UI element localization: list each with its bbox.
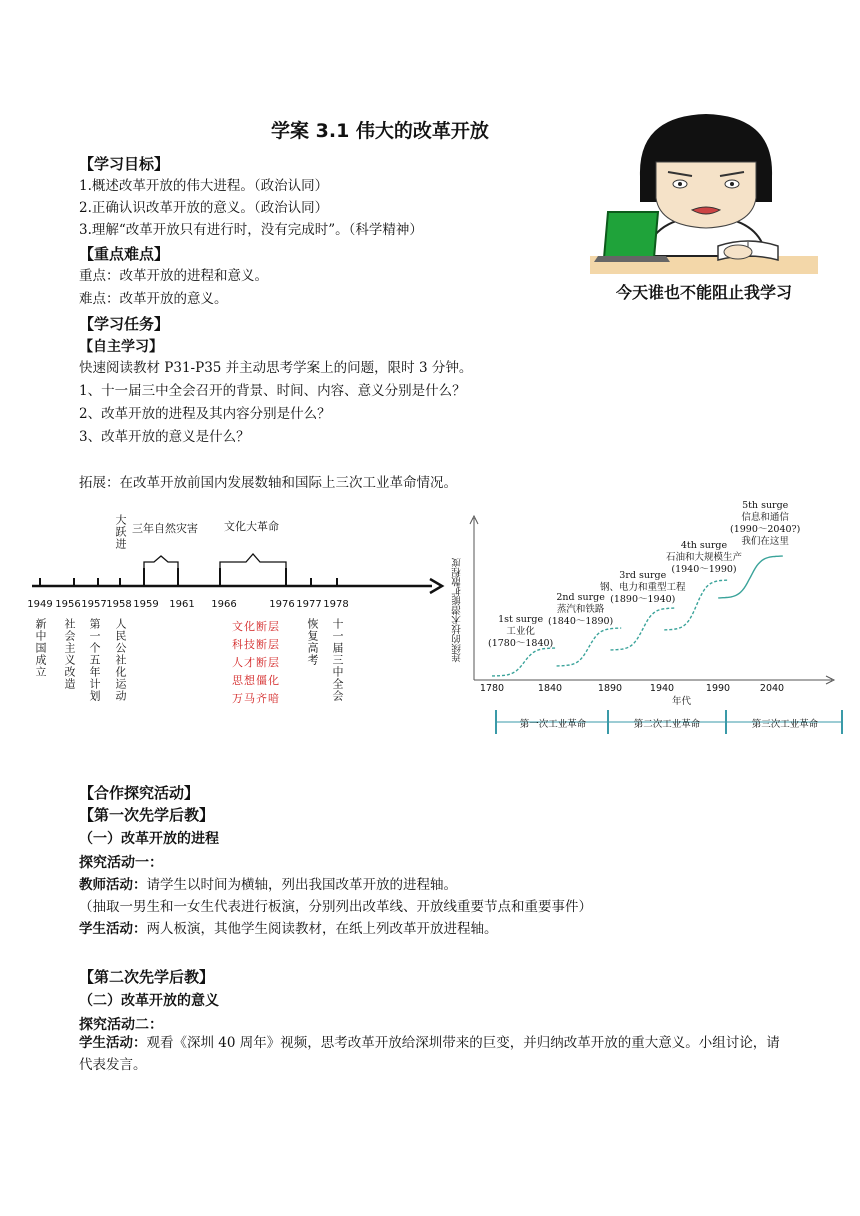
timeline-year: 1956	[55, 599, 81, 610]
chart-xlabel: 年代	[672, 696, 692, 707]
chart-x-tick: 1940	[649, 683, 675, 694]
goal-item: 1.概述改革开放的伟大进程。（政治认同）	[79, 178, 329, 194]
selfstudy-question: 1、十一届三中全会召开的背景、时间、内容、意义分别是什么？	[79, 383, 466, 399]
teacher-note: （抽取一男生和一女生代表进行板演，分别列出改革线、开放线重要节点和重要事件）	[79, 899, 592, 915]
revolution-label: 文化大革命	[224, 520, 279, 533]
meme-image	[588, 106, 820, 310]
section-title: （一）改革开放的进程	[79, 831, 219, 847]
student-activity-text: 两人板演，其他学生阅读教材，在纸上列改革开放进程轴。	[146, 921, 498, 937]
activity-title: 探究活动二：	[79, 1017, 163, 1033]
teacher-activity-text: 请学生以时间为横轴，列出我国改革开放的进程轴。	[146, 877, 457, 893]
surge-desc: 石油和大规模生产	[666, 552, 743, 563]
surge-desc: 钢、电力和重型工程	[600, 582, 686, 593]
surge-desc: 工业化	[506, 626, 535, 637]
disaster-label: 三年自然灾害	[132, 522, 198, 535]
teacher-activity-label: 教师活动：	[79, 877, 147, 893]
goal-item: 2.正确认识改革开放的意义。（政治认同）	[79, 200, 329, 216]
chart-x-tick: 1890	[597, 683, 623, 694]
activity-title: 探究活动一：	[79, 855, 163, 871]
timeline-year: 1978	[323, 599, 349, 610]
surge-name: 5th surge	[742, 500, 789, 511]
era-label: 第二次工业革命	[633, 719, 701, 730]
surge-chart	[452, 498, 846, 744]
surge-period: (1890～1940)	[610, 594, 676, 605]
timeline-year: 1961	[169, 599, 195, 610]
extension-text: 拓展：在改革开放前国内发展数轴和国际上三次工业革命情况。	[79, 475, 457, 491]
section-title: （二）改革开放的意义	[79, 993, 219, 1009]
surge-desc: 信息和通信	[741, 512, 789, 523]
timeline-year: 1958	[106, 599, 132, 610]
chart-x-tick: 1840	[537, 683, 563, 694]
coop-heading: 【合作探究活动】	[79, 784, 200, 802]
surge-period: (1840～1890)	[548, 616, 614, 627]
student-activity-label: 学生活动：	[79, 1035, 147, 1051]
surge-period: (1940～1990)	[671, 564, 737, 575]
leap-label: 大跃进	[114, 514, 127, 550]
timeline-event: 第一个五年计划	[88, 618, 101, 702]
chart-x-tick: 2040	[759, 683, 785, 694]
difficulty-text: 难点：改革开放的意义。	[79, 291, 228, 307]
timeline-event: 新中国成立	[34, 618, 47, 678]
page-title: 学案 3.1 伟大的改革开放	[271, 120, 489, 142]
surge-label	[730, 500, 800, 548]
timeline-year: 1977	[296, 599, 322, 610]
red-label: 万马齐喑	[232, 692, 280, 705]
selfstudy-question: 2、改革开放的进程及其内容分别是什么？	[79, 406, 331, 422]
surge-desc: 蒸汽和铁路	[556, 604, 605, 615]
surge-period: (1990～2040?)	[730, 524, 801, 535]
red-label: 文化断层	[232, 620, 280, 633]
chart-x-tick: 1990	[705, 683, 731, 694]
red-label: 科技断层	[232, 638, 280, 651]
surge-curve	[611, 608, 676, 650]
goals-heading: 【学习目标】	[79, 155, 170, 173]
surge-curve	[492, 648, 557, 676]
timeline-event: 十一届三中全会	[331, 618, 344, 702]
focus-text: 重点：改革开放的进程和意义。	[79, 268, 268, 284]
timeline-year: 1949	[27, 599, 53, 610]
timeline-year: 1966	[211, 599, 237, 610]
surge-period: (1780～1840)	[488, 638, 554, 649]
second-session-heading: 【第二次先学后教】	[79, 968, 215, 986]
surge-name: 2nd surge	[556, 592, 605, 603]
timeline-year: 1957	[81, 599, 107, 610]
keypoints-heading: 【重点难点】	[79, 245, 170, 263]
student-activity	[79, 920, 498, 938]
chart-x-tick: 1780	[479, 683, 505, 694]
selfstudy-heading: 【自主学习】	[79, 339, 163, 355]
surge-label	[488, 614, 553, 650]
meme-caption: 今天谁也不能阻止我学习	[615, 283, 792, 302]
timeline-year: 1959	[133, 599, 159, 610]
student-activity-label: 学生活动：	[79, 921, 147, 937]
timeline-event: 恢复高考	[306, 618, 319, 666]
timeline-event: 社会主义改造	[63, 618, 76, 690]
surge-name: 1st surge	[498, 614, 544, 625]
chart-ylabel: 连续的技术潜能扩散程度	[452, 558, 463, 663]
era-label: 第一次工业革命	[519, 719, 587, 730]
student-activity	[79, 1032, 785, 1076]
red-label: 思想僵化	[232, 674, 280, 687]
student-activity-text: 观看《深圳 40 周年》视频，思考改革开放给深圳带来的巨变，并归纳改革开放的重大意义。小组讨论，请代表发言。	[79, 1035, 780, 1073]
surge-note: 我们在这里	[741, 536, 789, 547]
selfstudy-question: 3、改革开放的意义是什么？	[79, 429, 250, 445]
first-session-heading: 【第一次先学后教】	[79, 806, 215, 824]
domestic-timeline	[28, 506, 448, 750]
surge-curve	[557, 628, 622, 666]
era-label: 第三次工业革命	[751, 719, 819, 730]
timeline-event: 人民公社化运动	[114, 618, 127, 702]
timeline-year: 1976	[269, 599, 295, 610]
surge-name: 4th surge	[680, 540, 728, 551]
red-label: 人才断层	[232, 656, 280, 669]
studying-cartoon-icon	[588, 106, 820, 278]
teacher-activity	[79, 876, 457, 894]
goal-item: 3.理解“改革开放只有进行时，没有完成时”。（科学精神）	[79, 222, 423, 238]
tasks-heading: 【学习任务】	[79, 315, 170, 333]
selfstudy-intro: 快速阅读教材 P31-P35 并主动思考学案上的问题，限时 3 分钟。	[79, 360, 473, 376]
surge-name: 3rd surge	[619, 570, 667, 581]
